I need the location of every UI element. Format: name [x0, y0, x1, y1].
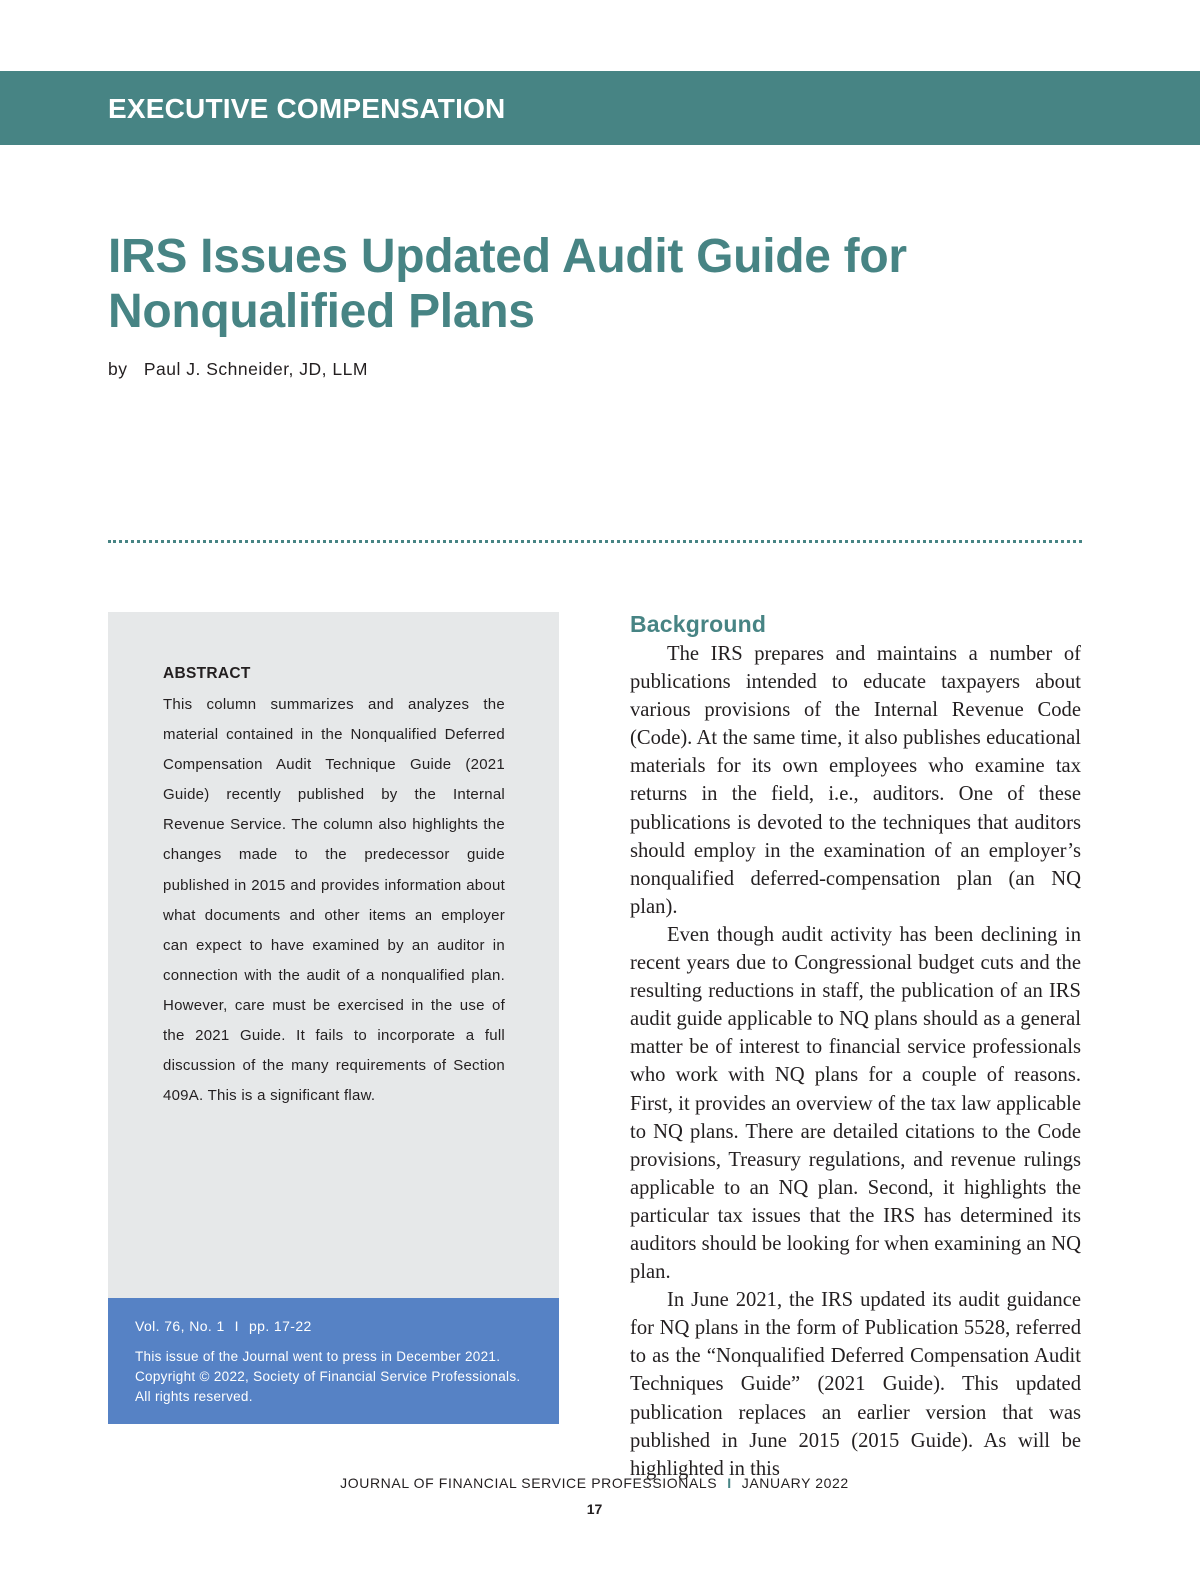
copyright-line: Copyright © 2022, Society of Financial Service Professionals.	[135, 1369, 521, 1384]
abstract-heading: ABSTRACT	[163, 665, 251, 682]
article-title	[108, 229, 1008, 339]
volume-line	[135, 1317, 312, 1335]
byline	[108, 358, 368, 380]
article-title-line-1: IRS Issues Updated Audit Guide for	[108, 230, 907, 283]
author-name: Paul J. Schneider, JD, LLM	[143, 359, 368, 379]
press-line: This issue of the Journal went to press in December 2021.	[135, 1349, 501, 1364]
rights-line: All rights reserved.	[135, 1389, 253, 1404]
body-paragraph-2: Even though audit activity has been declining in recent years due to Congressional budget cuts and the resulting reductions in staff, the publication of an IRS audit guide applicable to NQ plans should as a general matter be of interest to financial service professionals who work with NQ plans for a couple of reasons. First, it provides an overview of the tax law applicable to NQ plans. There are detailed citations to the Code provisions, Treasury regulations, and revenue rulings applicable to an NQ plan. Second, it highlights the particular tax issues that the IRS has determined its auditors should be looking for when examining an NQ plan.	[630, 923, 1081, 1284]
page-number: 17	[586, 1501, 603, 1517]
dotted-divider	[108, 540, 1082, 543]
page-range: pp. 17-22	[248, 1318, 312, 1334]
background-heading: Background	[630, 611, 767, 637]
article-title-line-2: Nonqualified Plans	[108, 285, 535, 338]
footer-journal-line	[0, 1474, 1189, 1492]
body-paragraph-3: In June 2021, the IRS updated its audit guidance for NQ plans in the form of Publication 5528, referred to as the “Nonqualified Deferred Compensation Audit Techniques Guide” (2021 Guide). This updated publication replaces an earlier version that was published in June 2015 (2015 Guide). As will be highlighted in this	[630, 1289, 1081, 1480]
footer-separator: I	[727, 1475, 732, 1491]
journal-name: JOURNAL OF FINANCIAL SERVICE PROFESSIONALS	[340, 1475, 718, 1491]
byline-prefix: by	[108, 359, 128, 379]
abstract-text: This column summarizes and analyzes the material contained in the Nonqualified Deferred Compensation Audit Technique Guide (2021 Guide) recently published by the Internal Revenue Service. The column also highlights the changes made to the predecessor guide published in 2015 and provides information about what documents and other items an employer can expect to have examined by an auditor in connection with the audit of a nonqualified plan. However, care must be exercised in the use of the 2021 Guide. It fails to incorporate a full discussion of the many requirements of Section 409A. This is a significant flaw.	[163, 696, 505, 1105]
press-note	[135, 1347, 545, 1407]
section-label: EXECUTIVE COMPENSATION	[108, 93, 506, 124]
body-column	[630, 640, 1081, 1483]
volume-separator: I	[234, 1318, 239, 1334]
body-paragraph-1: The IRS prepares and maintains a number of publications intended to educate taxpayers about various provisions of the Internal Revenue Code (Code). At the same time, it also publishes educational materials for its own employees who examine tax returns in the field, i.e., auditors. One of these publications is devoted to the techniques that auditors should employ in the examination of an employer’s nonqualified deferred-compensation plan (an NQ plan).	[630, 643, 1081, 918]
volume-number: Vol. 76, No. 1	[135, 1318, 225, 1334]
issue-date: JANUARY 2022	[741, 1475, 849, 1491]
